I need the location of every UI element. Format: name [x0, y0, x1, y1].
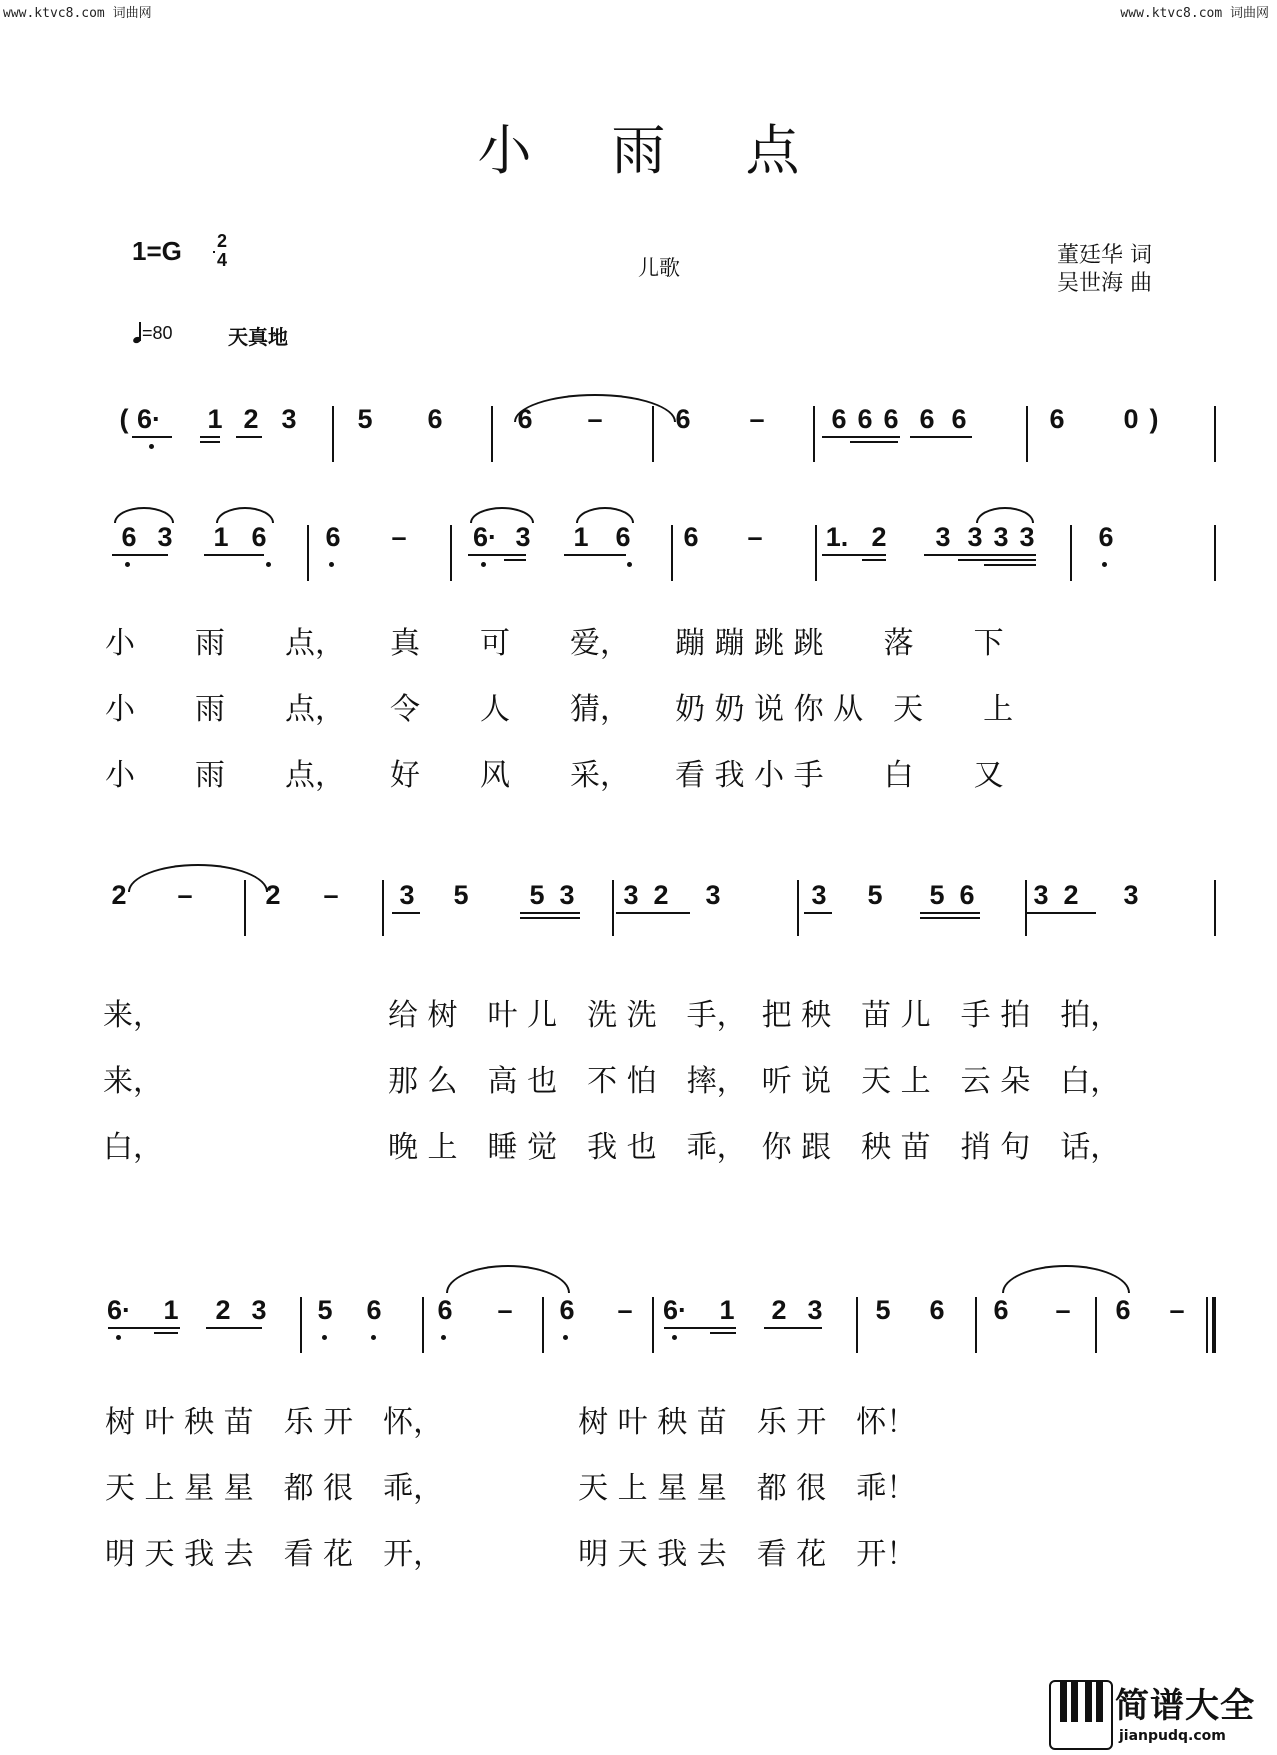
note: 2	[265, 880, 281, 910]
note: 3	[559, 880, 575, 910]
barline	[307, 525, 309, 581]
underline-eighth	[200, 436, 220, 438]
low-octave-dot	[329, 562, 334, 567]
credits	[1057, 242, 1152, 298]
underline-sixteenth	[862, 559, 886, 561]
low-octave-dot	[481, 562, 486, 567]
note: 1	[213, 522, 229, 552]
low-octave-dot	[563, 1335, 568, 1340]
piano-icon	[1049, 1680, 1113, 1750]
lyric-line1-verse3: 小 雨 点， 好 风 采， 看 我 小 手 白 又	[105, 758, 1004, 793]
barline	[612, 880, 614, 936]
note: –	[617, 1295, 633, 1325]
barline	[332, 406, 334, 462]
note: 2	[653, 880, 669, 910]
underline-eighth	[664, 1327, 736, 1329]
low-octave-dot	[266, 562, 271, 567]
note: –	[391, 522, 407, 552]
underline-sixteenth	[504, 559, 526, 561]
note: 2	[111, 880, 127, 910]
low-octave-dot	[1102, 562, 1107, 567]
note: 1	[573, 522, 589, 552]
note: 6	[919, 404, 935, 434]
underline-eighth	[206, 1327, 262, 1329]
note: 6	[1098, 522, 1114, 552]
note: 5	[357, 404, 373, 434]
underline-eighth	[564, 554, 626, 556]
note: 3	[399, 880, 415, 910]
low-octave-dot	[672, 1335, 677, 1340]
note: 3	[705, 880, 721, 910]
low-octave-dot	[149, 444, 154, 449]
note: 0	[1123, 404, 1139, 434]
tie-slur	[576, 507, 634, 523]
lyric-line2-verse1: 来， 给 树 叶 儿 洗 洗 手， 把 秧 苗 儿 手 拍 拍，	[103, 998, 1121, 1033]
barline	[450, 525, 452, 581]
low-octave-dot	[116, 1335, 121, 1340]
underline-eighth	[616, 912, 690, 914]
barline	[975, 1297, 977, 1353]
note: 6·	[662, 1295, 687, 1325]
note: 3	[1019, 522, 1035, 552]
note: 6	[929, 1295, 945, 1325]
note: –	[749, 404, 765, 434]
lyric-line1-verse2: 小 雨 点， 令 人 猜， 奶 奶 说 你 从 天 上	[105, 692, 1014, 727]
note: (	[119, 404, 129, 434]
note: 6	[831, 404, 847, 434]
note: 2	[215, 1295, 231, 1325]
underline-eighth	[822, 554, 886, 556]
underline-eighth	[468, 554, 526, 556]
barline	[300, 1297, 302, 1353]
note: 2	[871, 522, 887, 552]
barline	[856, 1297, 858, 1353]
underline-eighth	[204, 554, 264, 556]
underline-eighth	[132, 436, 172, 438]
barline	[813, 406, 815, 462]
note: 6	[517, 404, 533, 434]
note: 2	[771, 1295, 787, 1325]
low-octave-dot	[125, 562, 130, 567]
note: 3	[251, 1295, 267, 1325]
underline-eighth	[804, 912, 832, 914]
underline-sixteenth	[920, 917, 980, 919]
composer: 吴世海 曲	[1057, 271, 1152, 296]
underline-eighth	[924, 554, 1036, 556]
logo-name: 简谱大全	[1115, 1686, 1255, 1726]
note: 6	[675, 404, 691, 434]
site-logo	[1049, 1680, 1269, 1750]
underline-eighth	[910, 436, 948, 438]
barline	[652, 1297, 654, 1353]
note: 1	[719, 1295, 735, 1325]
note: 6	[325, 522, 341, 552]
lyric-line3-verse3: 明 天 我 去 看 花 开， 明 天 我 去 看 花 开！	[105, 1537, 917, 1572]
underline-32nd	[984, 564, 1036, 566]
key-signature	[132, 231, 227, 270]
time-bottom: 4	[216, 250, 227, 270]
genre-label: 儿歌	[638, 256, 680, 280]
note: 3	[807, 1295, 823, 1325]
note: 6	[1049, 404, 1065, 434]
barline	[1214, 406, 1216, 462]
note: 1	[163, 1295, 179, 1325]
tie-slur	[1002, 1265, 1130, 1293]
note: 6	[1115, 1295, 1131, 1325]
barline	[1026, 406, 1028, 462]
barline	[797, 880, 799, 936]
note: 3	[811, 880, 827, 910]
underline-eighth	[822, 436, 900, 438]
underline-eighth	[236, 436, 262, 438]
lyric-line2-verse2: 来， 那 么 高 也 不 怕 摔， 听 说 天 上 云 朵 白，	[103, 1064, 1121, 1099]
underline-eighth	[392, 912, 420, 914]
note: 6	[251, 522, 267, 552]
low-octave-dot	[371, 1335, 376, 1340]
note: 6	[437, 1295, 453, 1325]
note: –	[1055, 1295, 1071, 1325]
key-label: 1=G	[132, 236, 182, 266]
note: 3	[515, 522, 531, 552]
barline	[1214, 880, 1216, 936]
underline-eighth	[236, 436, 262, 438]
underline-sixteenth	[710, 1332, 736, 1334]
time-signature	[212, 232, 232, 270]
time-top: 2	[216, 231, 227, 251]
note: –	[1169, 1295, 1185, 1325]
barline	[1070, 525, 1072, 581]
note: 6	[559, 1295, 575, 1325]
note: 6	[427, 404, 443, 434]
note: 3	[935, 522, 951, 552]
underline-sixteenth	[850, 441, 898, 443]
note: 1	[207, 404, 223, 434]
note: 6	[959, 880, 975, 910]
logo-url: jianpudq.com	[1119, 1728, 1226, 1744]
low-octave-dot	[322, 1335, 327, 1340]
note: 3	[967, 522, 983, 552]
underline-eighth	[520, 912, 580, 914]
note: )	[1149, 404, 1159, 434]
low-octave-dot	[441, 1335, 446, 1340]
note: 3	[281, 404, 297, 434]
note: 5	[529, 880, 545, 910]
underline-sixteenth	[154, 1332, 178, 1334]
note: 3	[623, 880, 639, 910]
barline	[491, 406, 493, 462]
note: 3	[1123, 880, 1139, 910]
note: 6	[366, 1295, 382, 1325]
note: 6	[683, 522, 699, 552]
note: 6	[857, 404, 873, 434]
note: 2	[243, 404, 259, 434]
tie-slur	[114, 507, 174, 523]
lyricist: 董廷华 词	[1057, 243, 1152, 268]
tie-slur	[514, 394, 676, 422]
barline	[671, 525, 673, 581]
barline	[1206, 1297, 1208, 1353]
tie-slur	[128, 864, 268, 892]
quarter-note-icon	[133, 322, 142, 344]
tempo-mark	[133, 322, 173, 344]
low-octave-dot	[627, 562, 632, 567]
note: –	[323, 880, 339, 910]
note: 3	[157, 522, 173, 552]
note: 6	[883, 404, 899, 434]
note: 6·	[106, 1295, 131, 1325]
note: 3	[993, 522, 1009, 552]
underline-sixteenth	[520, 917, 580, 919]
barline	[382, 880, 384, 936]
note: 6	[993, 1295, 1009, 1325]
note: 6	[615, 522, 631, 552]
tempo-value: =80	[142, 323, 173, 343]
barline	[422, 1297, 424, 1353]
note: 2	[1063, 880, 1079, 910]
note: 5	[453, 880, 469, 910]
note: –	[177, 880, 193, 910]
lyric-line2-verse3: 白， 晚 上 睡 觉 我 也 乖， 你 跟 秧 苗 捎 句 话，	[103, 1130, 1121, 1165]
tie-slur	[470, 507, 534, 523]
note: 6·	[136, 404, 161, 434]
note: 5	[867, 880, 883, 910]
note: 3	[1033, 880, 1049, 910]
final-barline	[1212, 1297, 1216, 1353]
lyric-line3-verse2: 天 上 星 星 都 很 乖， 天 上 星 星 都 很 乖！	[105, 1471, 917, 1506]
lyric-line3-verse1: 树 叶 秧 苗 乐 开 怀， 树 叶 秧 苗 乐 开 怀！	[105, 1405, 917, 1440]
tie-slur	[446, 1265, 570, 1293]
note: 5	[929, 880, 945, 910]
watermark-right: www.ktvc8.com 词曲网	[1120, 6, 1269, 21]
note: 5	[875, 1295, 891, 1325]
note: –	[587, 404, 603, 434]
underline-eighth	[944, 436, 972, 438]
expression-mark: 天真地	[228, 325, 288, 349]
barline	[542, 1297, 544, 1353]
barline	[1095, 1297, 1097, 1353]
underline-eighth	[920, 912, 980, 914]
note: 6	[121, 522, 137, 552]
note: –	[747, 522, 763, 552]
barline	[1025, 880, 1027, 936]
underline-sixteenth	[958, 559, 1036, 561]
underline-eighth	[112, 554, 168, 556]
barline	[652, 406, 654, 462]
watermark-left: www.ktvc8.com 词曲网	[3, 6, 152, 21]
lyric-line1-verse1: 小 雨 点， 真 可 爱， 蹦 蹦 跳 跳 落 下	[105, 626, 1004, 661]
note: 1.	[825, 522, 849, 552]
note: 6	[951, 404, 967, 434]
barline	[1214, 525, 1216, 581]
song-title: 小雨点	[477, 119, 880, 182]
tie-slur	[216, 507, 274, 523]
underline-eighth	[108, 1327, 180, 1329]
time-fraction-bar	[213, 251, 215, 253]
underline-eighth	[764, 1327, 822, 1329]
underline-sixteenth	[200, 441, 220, 443]
note: –	[497, 1295, 513, 1325]
tie-slur	[976, 507, 1034, 523]
note: 5	[317, 1295, 333, 1325]
note: 6·	[472, 522, 497, 552]
underline-eighth	[1026, 912, 1096, 914]
barline	[815, 525, 817, 581]
barline	[244, 880, 246, 936]
